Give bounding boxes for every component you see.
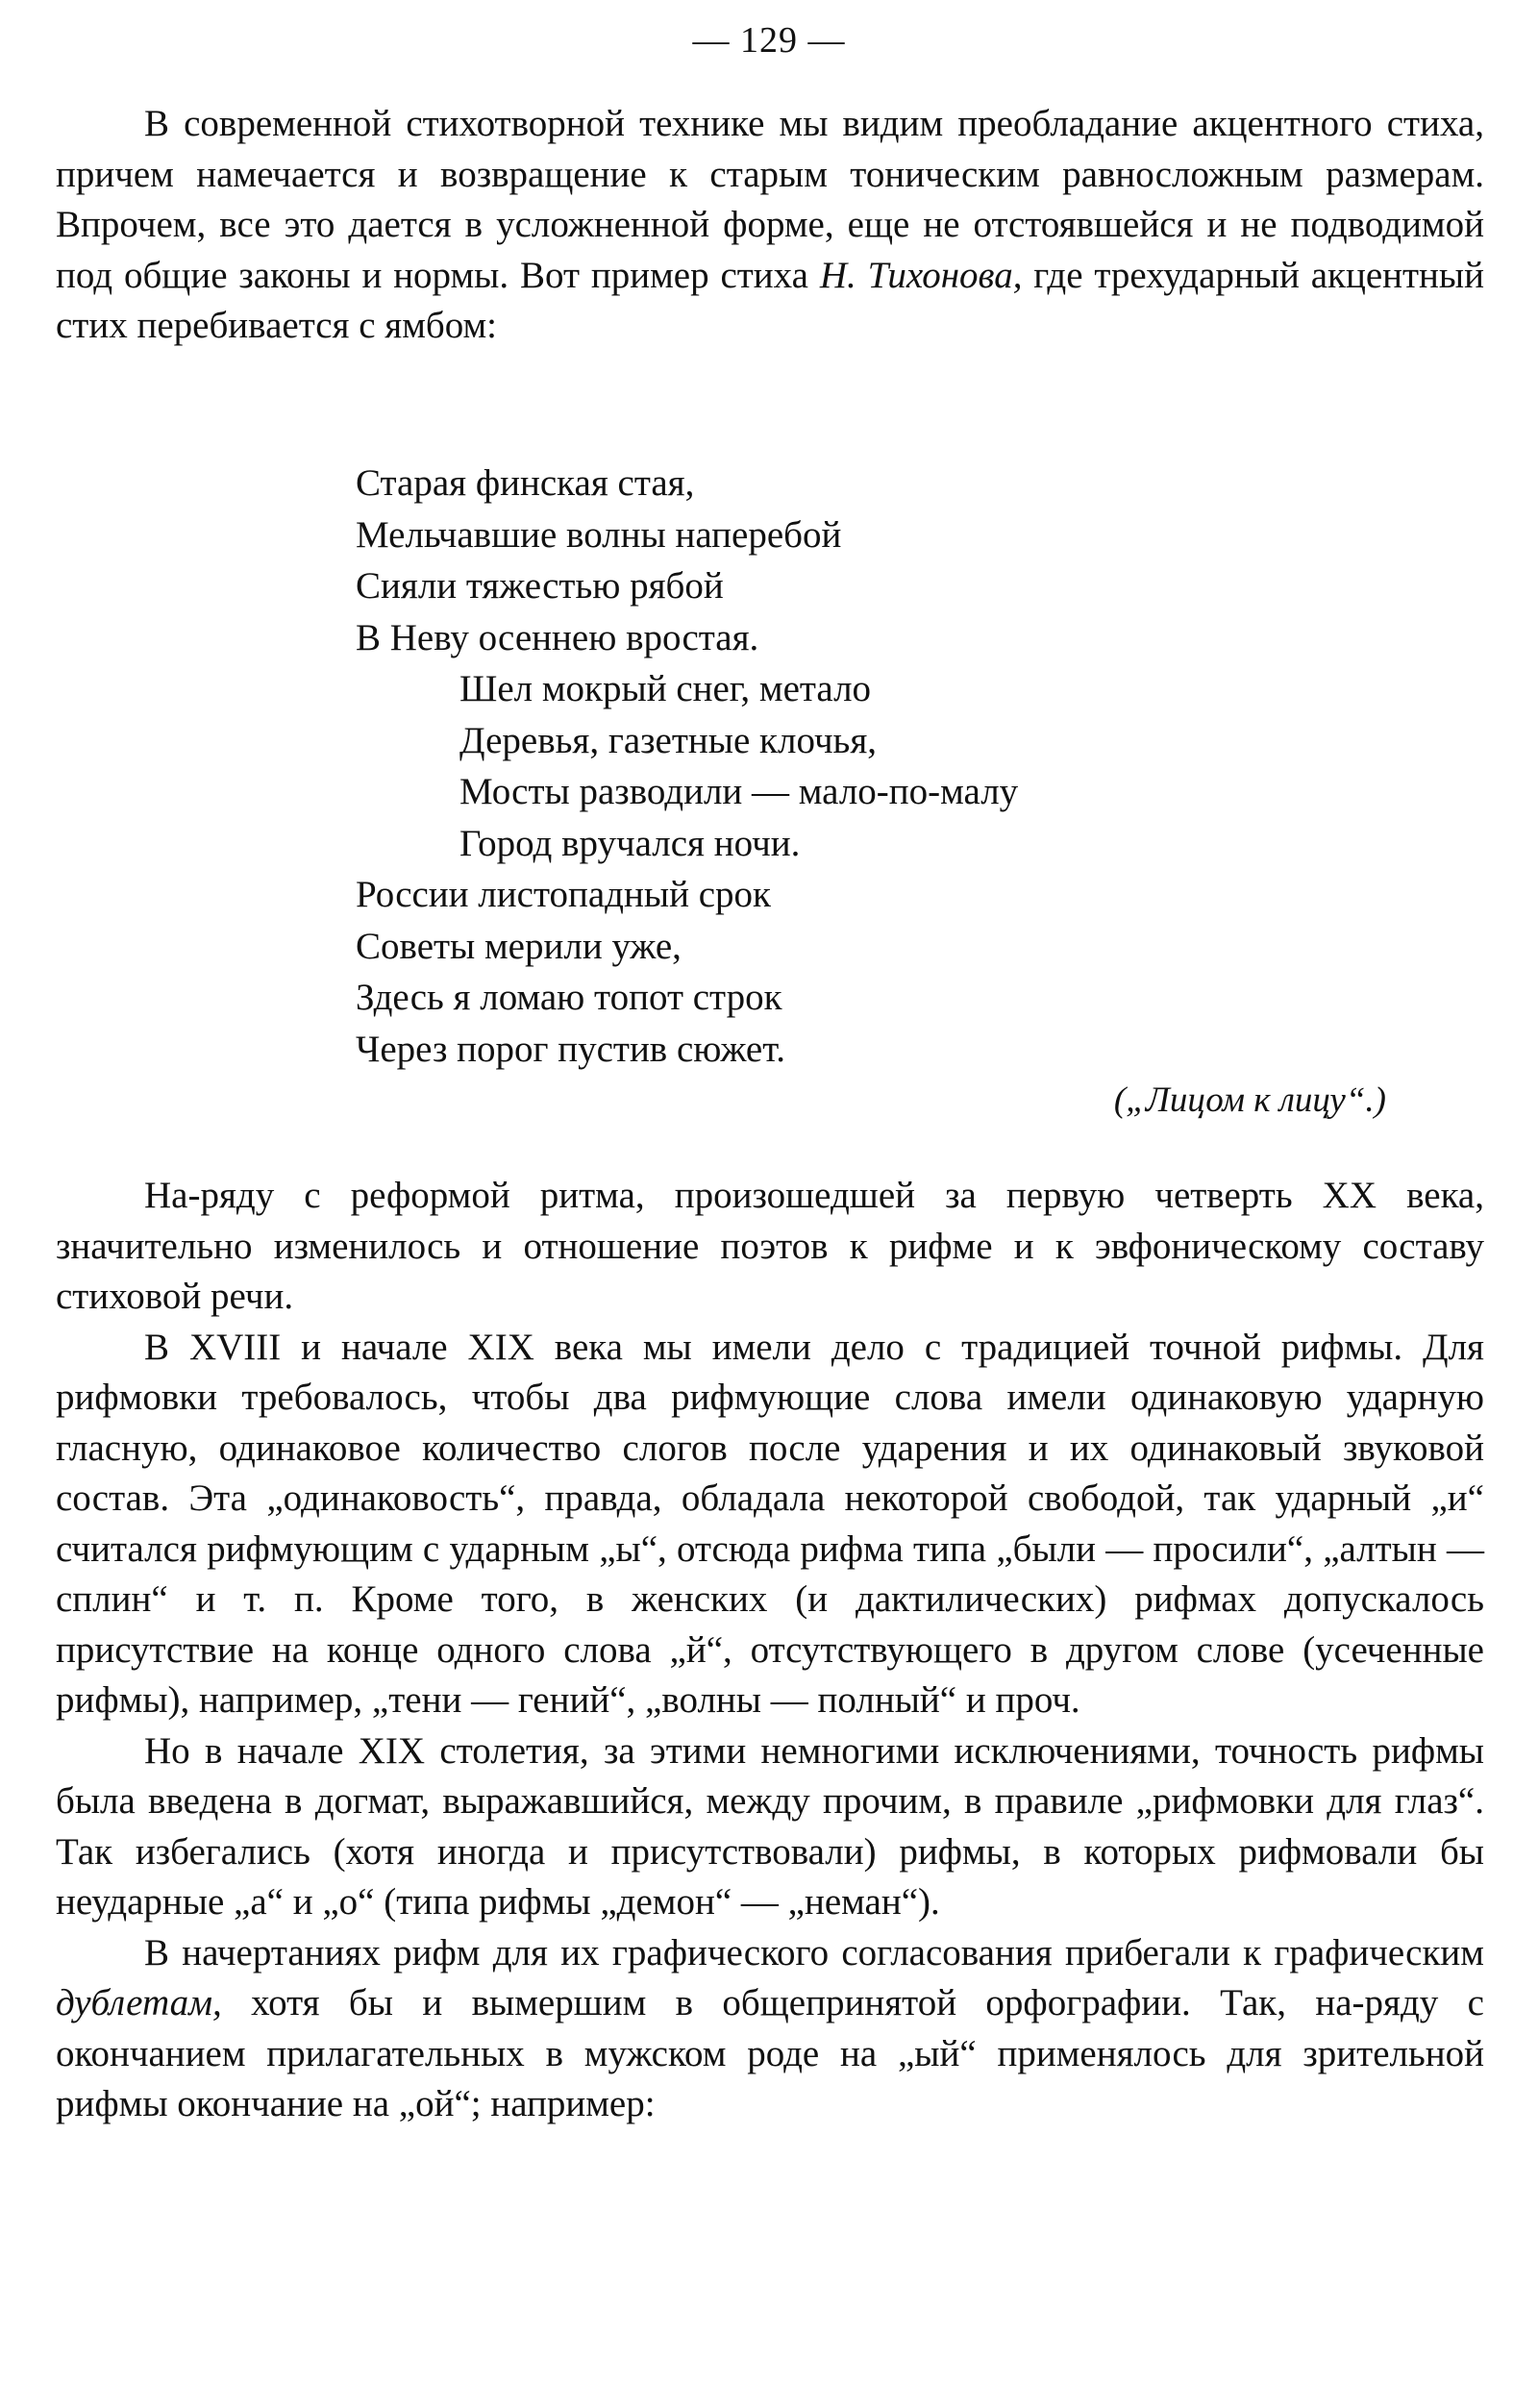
poem-line: Старая финская стая, xyxy=(356,462,695,504)
poem-line: России листопадный срок xyxy=(356,874,771,915)
poem-line: Мосты разводили — мало-по-малу xyxy=(459,771,1019,812)
poem-line: Через порог пустив сюжет. xyxy=(356,1028,786,1070)
intro-text-before-author: В современной стихотворной технике мы видим преобладание акцентного стиха, причем намечается и возвращение к старым тоническим равносложным размерам. Впрочем, все это дается в усложненной форме, еще не отстоявшейся и не подводимой под общие законы и нормы. Вот пример стиха xyxy=(56,103,1484,296)
poem-source-citation: („Лицом к лицу“.) xyxy=(1113,1080,1386,1120)
intro-paragraph xyxy=(56,99,1484,352)
poem-line: В Неву осеннею вростая. xyxy=(356,616,759,658)
poem-line: Шел мокрый снег, метало xyxy=(459,668,872,709)
body-paragraph: На-ряду с реформой ритма, произошедшей за первую четверть XX века, значительно изменилось и отношение поэтов к рифме и к эвфоническому составу стиховой речи. xyxy=(56,1175,1484,1317)
intro-paragraph-block xyxy=(56,99,1484,352)
poem-line: Здесь я ломаю топот строк xyxy=(356,977,782,1018)
poem-quote xyxy=(356,458,1018,1075)
poem-line: Советы мерили уже, xyxy=(356,925,682,967)
page-number: — 129 — xyxy=(692,20,846,61)
body-text: хотя бы и вымершим в общепринятой орфографии. Так, на-ряду с окончанием прилагательных в мужском роде на „ый“ применялось для зрительной рифмы окончание на „ой“; например: xyxy=(56,1982,1484,2124)
poem-line: Мельчавшие волны наперебой xyxy=(356,513,842,556)
body-paragraph xyxy=(56,1928,1484,2130)
poem-line: Деревья, газетные клочья, xyxy=(459,719,878,761)
intro-text-after-author: где трехударный акцентный стих перебивается с ямбом: xyxy=(56,254,1484,346)
italic-term: дублетам, xyxy=(56,1982,222,2023)
poem-line: Город вручался ночи. xyxy=(459,822,801,864)
poem-line: Сияли тяжестью рябой xyxy=(356,565,724,607)
body-paragraph: В XVIII и начале XIX века мы имели дело с традицией точной рифмы. Для рифмовки требовалось, чтобы два рифмующие слова имели одинаковую ударную гласную, одинаковое количество слогов после ударения и их одинаковый звуковой состав. Эта „одинаковость“, правда, обладала некоторой свободой, так ударный „и“ считался рифмующим с ударным „ы“, отсюда рифма типа „были — просили“, „алтын — сплин“ и т. п. Кроме того, в женских (и дактилических) рифмах допускалось присутствие на конце одного слова „й“, отсутствующего в другом слове (усеченные рифмы), например, „тени — гений“, „волны — полный“ и проч. xyxy=(56,1326,1484,1721)
body-text: В начертаниях рифм для их графического согласования прибегали к графическим xyxy=(144,1931,1484,1974)
main-text-block xyxy=(56,1171,1484,2130)
author-name: Н. Тихонова, xyxy=(819,254,1023,296)
body-paragraph: Но в начале XIX столетия, за этими немногими исключениями, точность рифмы была введена в догмат, выражавшийся, между прочим, в правиле „рифмовки для глаз“. Так избегались (хотя иногда и присутствовали) рифмы, в которых рифмовали бы неударные „а“ и „о“ (типа рифмы „демон“ — „неман“). xyxy=(56,1729,1484,1923)
